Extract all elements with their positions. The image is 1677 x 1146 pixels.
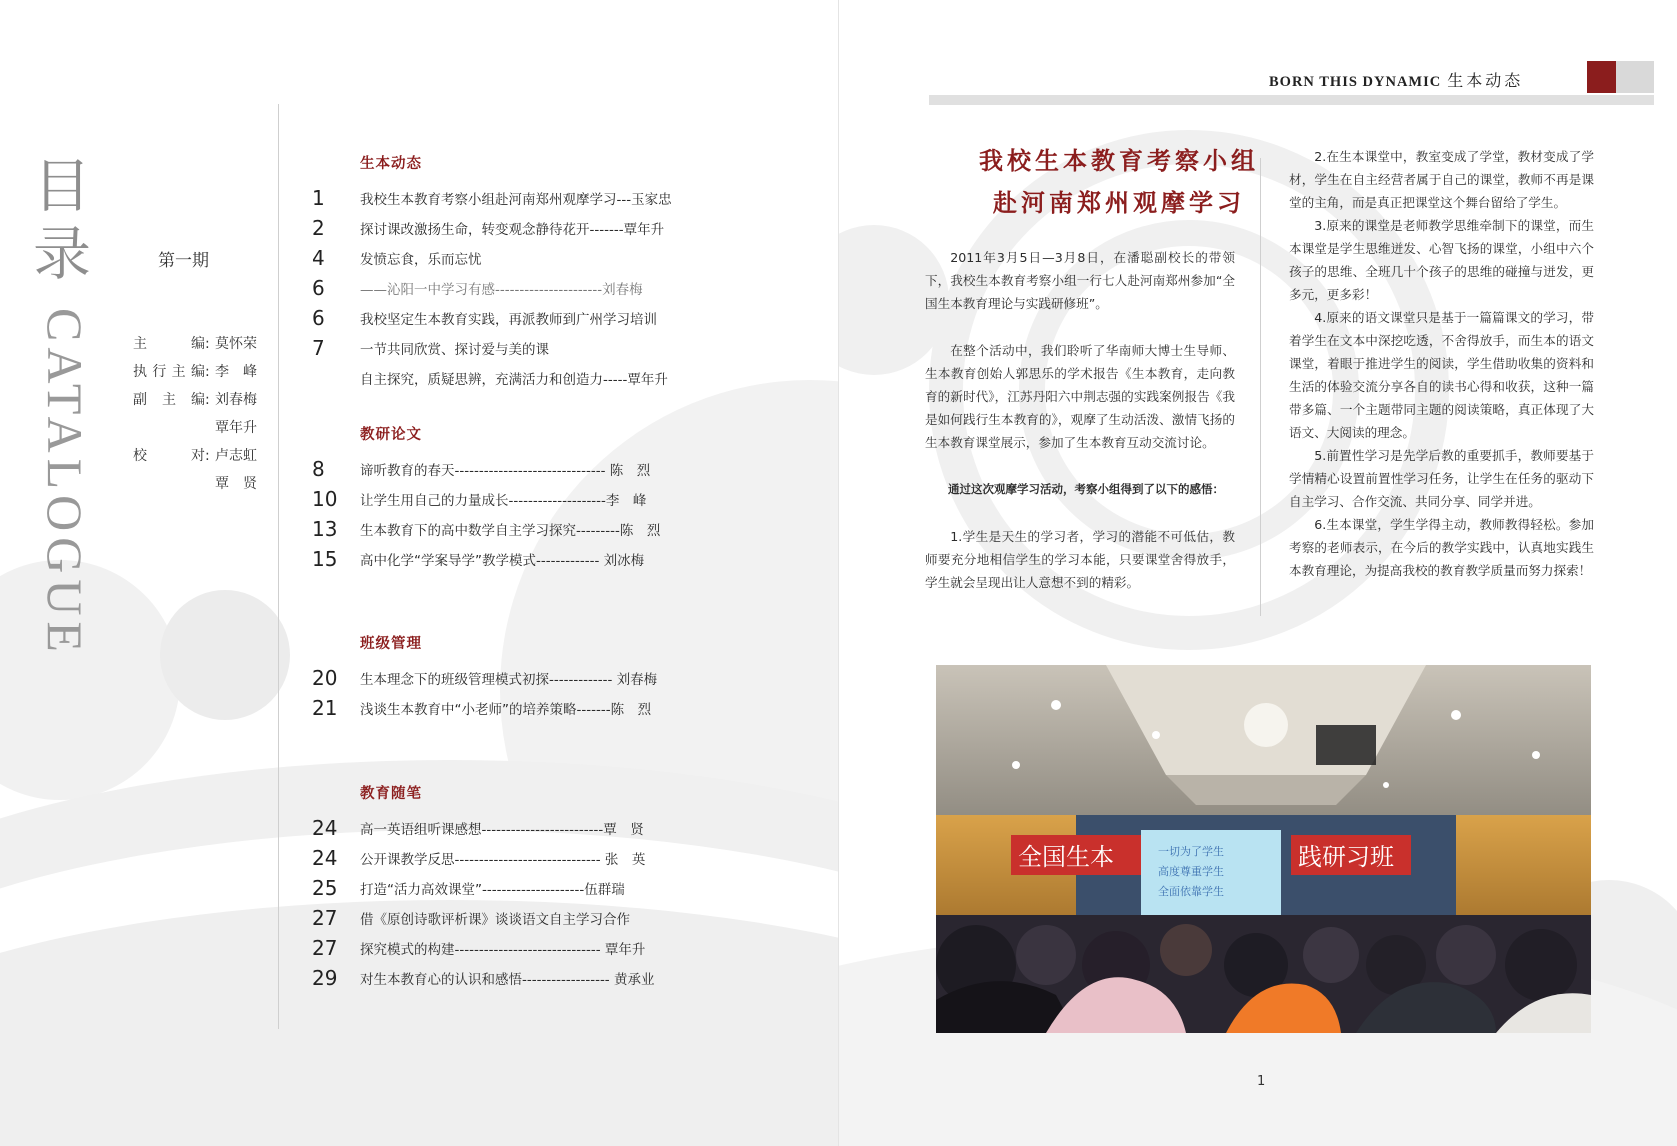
article-subheading: 通过这次观摩学习活动，考察小组得到了以下的感悟：: [948, 482, 1224, 496]
page-number: 15: [312, 547, 338, 571]
staff-row: 执行主编 : 李 峰: [133, 358, 275, 386]
toc-text: 打造“活力高效课堂”---------------------伍群瑞: [360, 882, 625, 898]
toc-text: 生本教育下的高中数学自主学习探究---------陈 烈: [360, 523, 661, 539]
column-divider: [1260, 158, 1261, 616]
title-en: CATALOGUE: [37, 308, 93, 658]
conference-photo: [936, 665, 1591, 1033]
page-number: 27: [312, 936, 338, 960]
section-title: 班级管理: [360, 636, 422, 652]
page-number: 13: [312, 517, 338, 541]
staff-row: 副主编 : 刘春梅: [133, 386, 275, 414]
toc-item[interactable]: [312, 843, 690, 873]
section-title: 生本动态: [360, 156, 422, 172]
toc-item[interactable]: [312, 544, 690, 574]
staff-role: 执行主编: [133, 364, 205, 380]
staff-row: 主编 : 莫怀荣: [133, 330, 275, 358]
photo-screen-line: 全面依靠学生: [1158, 885, 1224, 898]
header-en: BORN THIS DYNAMIC: [1269, 74, 1442, 90]
article-paragraph: 2.在生本课堂中，教室变成了学堂，教材变成了学材，学生在自主经营者属于自己的课堂，教师不再是课堂的主角，而是真正把课堂这个舞台留给了学生。: [1289, 149, 1594, 210]
toc-text: 谛听教育的春天------------------------------- 陈 烈: [360, 463, 651, 479]
header-grey-block: [1616, 61, 1654, 93]
article-headline: [909, 140, 1329, 224]
article-paragraph: 在整个活动中，我们聆听了华南师大博士生导师、生本教育创始人郭思乐的学术报告《生本教育，走向教育的新时代》，江苏丹阳六中荆志强的实践案例报告《我是如何践行生本教育的》，观摩了生动活泼、激情飞扬的生本教育课堂展示，参加了生本教育互动交流讨论。: [925, 343, 1235, 450]
section-title: 教研论文: [360, 427, 422, 443]
page-number: 7: [312, 336, 325, 360]
catalogue-title: [30, 152, 98, 658]
page-number: 25: [312, 876, 338, 900]
toc-item[interactable]: [312, 933, 690, 963]
toc-text: 高一英语组听课感想-------------------------覃 贤: [360, 822, 644, 838]
page-number: 29: [312, 966, 338, 990]
toc-item[interactable]: [312, 273, 690, 303]
page-number: 24: [312, 846, 338, 870]
article-column-1: [925, 246, 1235, 594]
toc-item[interactable]: [312, 963, 690, 993]
toc-item[interactable]: [312, 213, 690, 243]
photo-banner-right: 践研习班: [1298, 843, 1394, 871]
left-page: [0, 0, 838, 1146]
article-column-2: [1289, 145, 1594, 582]
toc-item[interactable]: [312, 183, 690, 213]
staff-row: [133, 470, 275, 498]
article-paragraph: 6.生本课堂，学生学得主动，教师教得轻松。参加考察的老师表示，在今后的教学实践中，认真地实践生本教育理论，为提高我校的教育教学质量而努力探索！: [1289, 517, 1594, 578]
photo-screen-line: 一切为了学生: [1158, 845, 1224, 858]
toc-text: 我校生本教育考察小组赴河南郑州观摩学习---玉家忠: [360, 192, 672, 208]
article-paragraph: 4.原来的语文课堂只是基于一篇篇课文的学习，带着学生在文本中深挖吃透，不舍得放手，而生本的语文课堂，着眼于推进学生的阅读，学生借助收集的资料和生活的体验交流分享各自的读书心得和收获，这种一篇带多篇、一个主题带同主题的阅读策略，真正体现了大语文、大阅读的理念。: [1289, 310, 1594, 440]
staff-role: 副主编: [133, 392, 205, 408]
divider-line: [278, 104, 279, 1029]
toc-item[interactable]: [312, 873, 690, 903]
article-paragraph: 5.前置性学习是先学后教的重要抓手，教师要基于学情精心设置前置性学习任务，让学生在任务的驱动下自主学习、合作交流、共同分享、同学并进。: [1289, 448, 1594, 509]
page-number: 10: [312, 487, 338, 511]
toc-item[interactable]: [312, 484, 690, 514]
staff-role: [133, 414, 205, 442]
staff-name: 李 峰: [215, 364, 257, 380]
toc-item[interactable]: [312, 663, 690, 693]
issue-label: 第一期: [158, 251, 209, 271]
page-number: 4: [312, 246, 325, 270]
toc-section-shengben: [312, 152, 690, 393]
header-bar: [929, 95, 1654, 105]
toc-text: 让学生用自己的力量成长--------------------李 峰: [360, 493, 647, 509]
toc-text: 对生本教育心的认识和感悟------------------ 黄承业: [360, 972, 655, 988]
page-number: 21: [312, 696, 338, 720]
staff-name: 莫怀荣: [215, 336, 257, 352]
toc-text: 自主探究，质疑思辨，充满活力和创造力-----覃年升: [360, 372, 668, 388]
toc-item[interactable]: [312, 514, 690, 544]
toc-item[interactable]: [312, 903, 690, 933]
toc-text: 探讨课改激扬生命，转变观念静待花开-------覃年升: [360, 222, 665, 238]
staff-list: [133, 330, 275, 498]
staff-name: 卢志虹: [215, 448, 257, 464]
page-number: 20: [312, 666, 338, 690]
toc-section-suibi: [312, 782, 690, 993]
section-title: 教育随笔: [360, 786, 422, 802]
toc-text: 我校坚定生本教育实践，再派教师到广州学习培训: [360, 312, 657, 328]
toc-section-jiaoyan: [312, 423, 690, 574]
toc-text: 一节共同欣赏、探讨爱与美的课: [360, 342, 549, 358]
staff-role: [133, 470, 205, 498]
page-number: 24: [312, 816, 338, 840]
toc-text: 高中化学“学案导学”教学模式------------- 刘冰梅: [360, 553, 645, 569]
page-number: 8: [312, 457, 325, 481]
title-char: 录: [32, 220, 95, 288]
toc-item[interactable]: [312, 454, 690, 484]
page-number: 6: [312, 306, 325, 330]
article-paragraph: 2011年3月5日—3月8日，在潘聪副校长的带领下，我校生本教育考察小组一行七人赴河南郑州参加“全国生本教育理论与实践研修班”。: [925, 250, 1235, 311]
toc-text: 发愤忘食，乐而忘忧: [360, 252, 482, 268]
title-char: 目: [32, 152, 95, 220]
article-paragraph: 1.学生是天生的学习者，学习的潜能不可低估，教师要充分地相信学生的学习本能，只要课堂舍得放手，学生就会呈现出让人意想不到的精彩。: [925, 529, 1235, 590]
article-paragraph: 3.原来的课堂是老师教学思维牵制下的课堂，而生本课堂是学生思维迸发、心智飞扬的课堂，小组中六个孩子的思维、全班几十个孩子的思维的碰撞与迸发，更多元，更多彩！: [1289, 218, 1594, 302]
staff-name: 刘春梅: [215, 392, 257, 408]
toc-item[interactable]: [312, 243, 690, 273]
staff-role: 主编: [133, 336, 205, 352]
right-page: [839, 0, 1677, 1146]
toc-item[interactable]: [312, 363, 690, 393]
toc-text: 探究模式的构建------------------------------ 覃年升: [360, 942, 646, 958]
page-number: 2: [312, 216, 325, 240]
toc-text: ——沁阳一中学习有感----------------------刘春梅: [360, 282, 643, 298]
staff-row: 校对 : 卢志虹: [133, 442, 275, 470]
toc-text: 生本理念下的班级管理模式初探------------- 刘春梅: [360, 672, 658, 688]
toc-text: 浅谈生本教育中“小老师”的培养策略-------陈 烈: [360, 702, 652, 718]
headline-line: 赴河南郑州观摩学习: [993, 189, 1245, 217]
toc-item[interactable]: [312, 693, 690, 723]
page-number-footer: 1: [1257, 1074, 1266, 1089]
staff-name: 覃年升: [215, 420, 257, 436]
toc-item[interactable]: [312, 813, 690, 843]
header-cn: 生本动态: [1447, 71, 1524, 90]
staff-row: [133, 414, 275, 442]
section-header: [1269, 68, 1523, 91]
toc-text: 借《原创诗歌评析课》谈谈语文自主学习合作: [360, 912, 630, 928]
header-accent-block: [1587, 61, 1616, 93]
toc-item[interactable]: [312, 303, 690, 333]
photo-banner-left: 全国生本: [1018, 843, 1114, 871]
decor-circle: [160, 590, 290, 720]
photo-screen-line: 高度尊重学生: [1158, 865, 1224, 878]
staff-role: 校对: [133, 448, 205, 464]
toc-text: 公开课教学反思------------------------------ 张 英: [360, 852, 646, 868]
headline-line: 我校生本教育考察小组: [979, 147, 1259, 175]
toc-section-banji: [312, 632, 690, 723]
page-number: 1: [312, 186, 325, 210]
staff-name: 覃 贤: [215, 476, 257, 492]
toc-item[interactable]: [312, 333, 690, 363]
page-number: 6: [312, 276, 325, 300]
page-number: 27: [312, 906, 338, 930]
